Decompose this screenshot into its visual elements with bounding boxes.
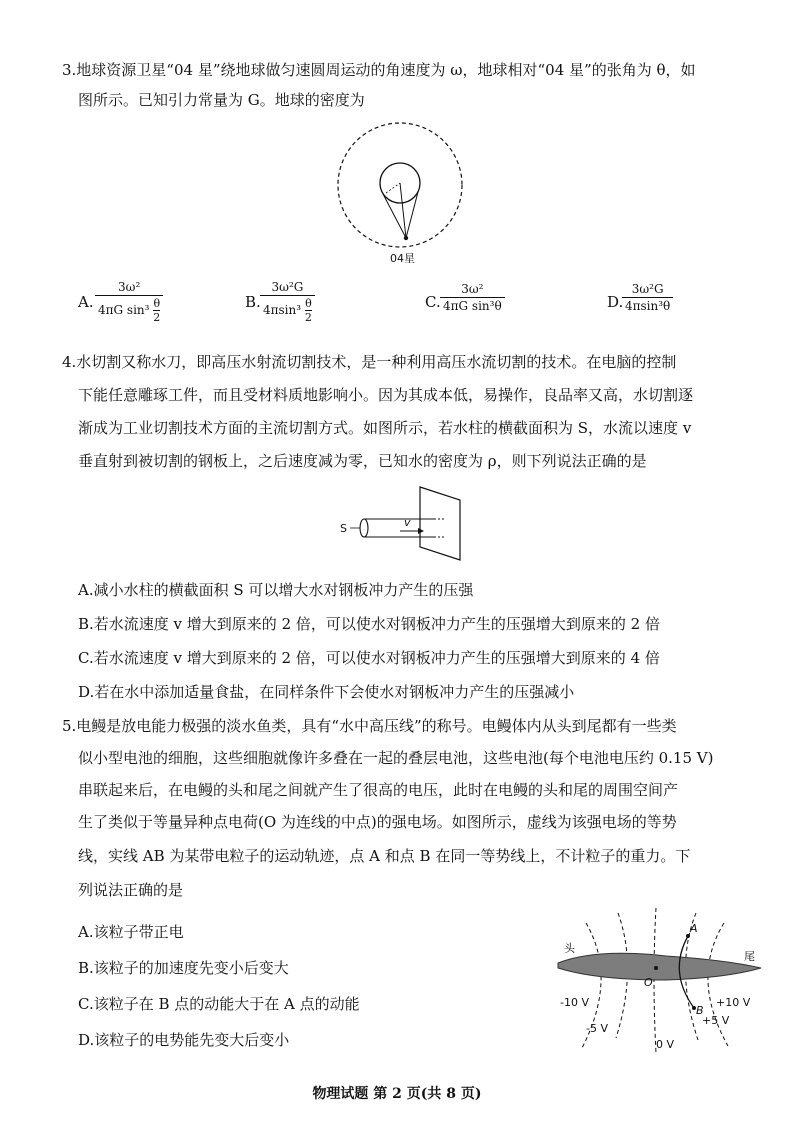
q3-figure	[330, 120, 470, 270]
q5-label-b: B	[696, 1004, 704, 1017]
q5-label-head: 头	[564, 942, 575, 955]
q3-stem-line1: 3.地球资源卫星“04 星”绕地球做匀速圆周运动的角速度为 ω，地球相对“04 星”的张角为 θ，如	[62, 61, 696, 79]
q3-satellite-label: 04星	[390, 252, 415, 265]
q4-option-d: D.若在水中添加适量食盐，在同样条件下会使水对钢板冲力产生的压强减小	[78, 683, 575, 701]
q3-option-a-letter: A.	[78, 293, 94, 311]
q4-stem-line2: 下能任意雕琢工件，而且受材料质地影响小。因为其成本低，易操作，良品率又高，水切割逐	[78, 386, 694, 404]
q3-option-c-fraction: 3ω² 4πG sin³θ	[440, 282, 505, 313]
q4-figure	[340, 482, 470, 562]
q3-option-b-letter: B.	[245, 293, 261, 311]
q5-label-a: A	[690, 922, 698, 935]
q5-stem-line5: 线，实线 AB 为某带电粒子的运动轨迹，点 A 和点 B 在同一等势线上，不计粒子的重力。下	[78, 847, 691, 865]
q5-stem-line4: 生了类似于等量异种点电荷(O 为连线的中点)的强电场。如图所示，虚线为该强电场的等势	[78, 813, 677, 831]
q3-option-a-fraction: 3ω² 4πG sin³ $\frac{\theta}{2}$	[95, 280, 163, 324]
q3-stem-line2: 图所示。已知引力常量为 G。地球的密度为	[78, 91, 365, 109]
page-footer: 物理试题 第 2 页(共 8 页)	[312, 1086, 482, 1102]
q4-label-v: v	[404, 516, 411, 529]
q5-option-b: B.该粒子的加速度先变小后变大	[78, 959, 289, 977]
q5-label-0: 0 V	[656, 1038, 675, 1051]
q5-label-o: O	[644, 976, 653, 989]
q5-label-m10: -10 V	[560, 996, 589, 1009]
q5-label-p10: +10 V	[716, 996, 751, 1009]
q3-option-d-letter: D.	[607, 293, 624, 311]
q5-eel-figure	[556, 908, 766, 1058]
q3-option-d-fraction: 3ω²G 4πsin³θ	[622, 282, 673, 313]
q4-stem-line4: 垂直射到被切割的钢板上，之后速度减为零，已知水的密度为 ρ，则下列说法正确的是	[78, 452, 647, 470]
q5-stem-line1: 5.电鳗是放电能力极强的淡水鱼类，具有“水中高压线”的称号。电鳗体内从头到尾都有一些类	[62, 717, 677, 735]
q3-option-c-letter: C.	[425, 293, 441, 311]
q4-stem-line3: 渐成为工业切割技术方面的主流切割方式。如图所示，若水柱的横截面积为 S，水流以速度 v	[78, 419, 692, 437]
q5-option-a: A.该粒子带正电	[78, 923, 184, 941]
q5-label-m5: -5 V	[586, 1022, 608, 1035]
q5-stem-line2: 似小型电池的细胞，这些细胞就像许多叠在一起的叠层电池，这些电池(每个电池电压约 0.15 V)	[78, 749, 714, 767]
q5-label-tail: 尾	[744, 950, 755, 963]
q5-stem-line6: 列说法正确的是	[78, 881, 184, 899]
q5-label-p5: +5 V	[702, 1014, 730, 1027]
q4-option-a: A.减小水柱的横截面积 S 可以增大水对钢板冲力产生的压强	[78, 581, 474, 599]
q4-stem-line1: 4.水切割又称水刀，即高压水射流切割技术，是一种利用高压水流切割的技术。在电脑的控制	[62, 353, 677, 371]
q5-option-c: C.该粒子在 B 点的动能大于在 A 点的动能	[78, 995, 360, 1013]
q4-option-c: C.若水流速度 v 增大到原来的 2 倍，可以使水对钢板冲力产生的压强增大到原来的 4 倍	[78, 649, 660, 667]
q4-label-s: S	[340, 522, 347, 535]
q5-stem-line3: 串联起来后，在电鳗的头和尾之间就产生了很高的电压，此时在电鳗的头和尾的周围空间产	[78, 781, 679, 799]
q4-option-b: B.若水流速度 v 增大到原来的 2 倍，可以使水对钢板冲力产生的压强增大到原来的 2 倍	[78, 615, 660, 633]
q3-option-b-fraction: 3ω²G 4πsin³ $\frac{\theta}{2}$	[260, 280, 315, 324]
q5-option-d: D.该粒子的电势能先变大后变小	[78, 1031, 290, 1049]
